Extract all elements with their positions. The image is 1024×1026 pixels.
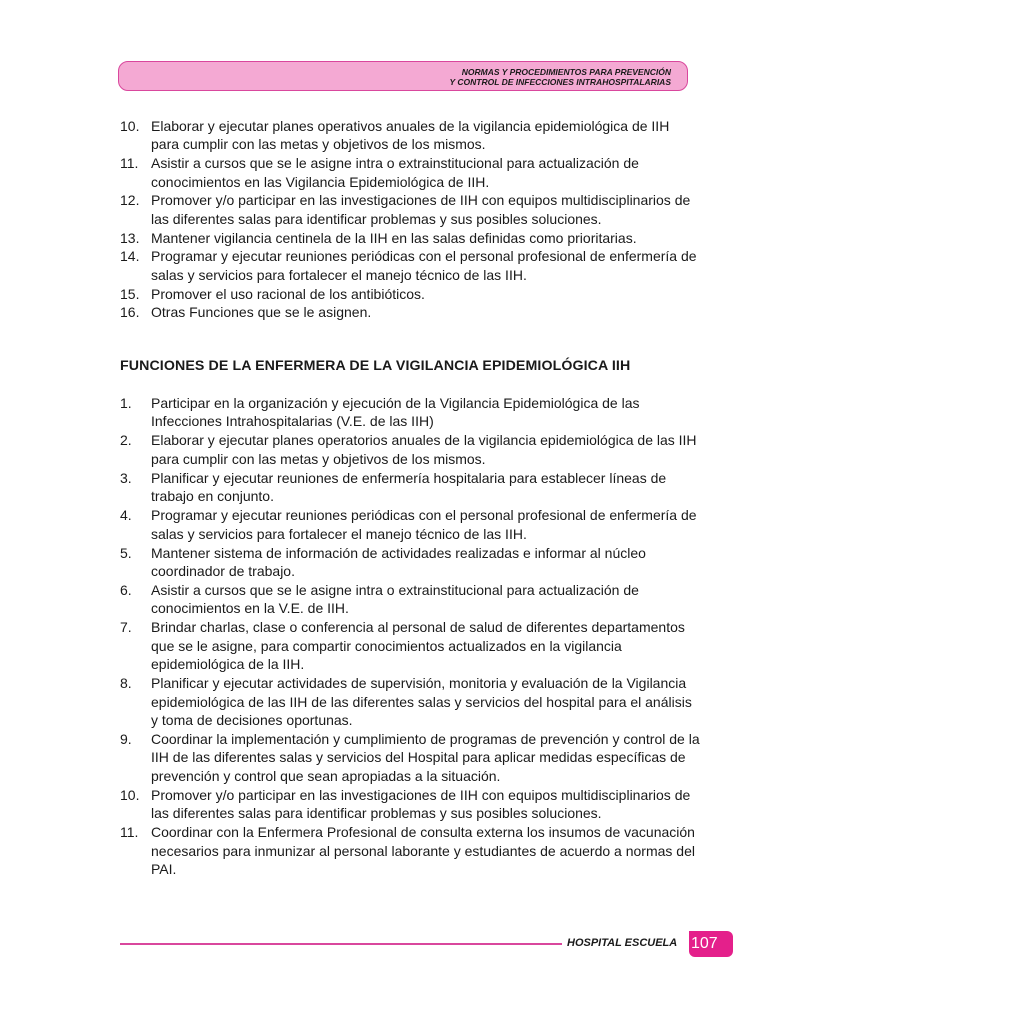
list-item-text: Planificar y ejecutar actividades de supervisión, monitoria y evaluación de la Vigilancia epidemiológica de las IIH de las diferentes salas y servicios del hospital para el análisis y toma de decisiones oportunas. [151,675,692,729]
list-item [120,823,700,878]
list-item [120,469,700,506]
list-item-number: 10. [120,786,140,803]
list-item-text: Asistir a cursos que se le asigne intra o extrainstitucional para actualización de conocimientos en la V.E. de IIH. [151,582,639,617]
list-item-text: Coordinar con la Enfermera Profesional de consulta externa los insumos de vacunación necesarios para inmunizar al personal laborante y estudiantes de acuerdo a normas del PAI. [151,824,695,878]
list-item-number: 11. [120,155,139,172]
list-item-number: 2. [120,432,132,449]
list-item [120,581,700,618]
nurse-functions-list [120,394,700,879]
list-item-number: 1. [120,395,132,411]
list-item-number: 5. [120,544,132,561]
list-item-text: Coordinar la implementación y cumplimiento de programas de prevención y control de la IIH de las diferentes salas y servicios del Hospital para aplicar medidas específicas de prevención y control que sean apropiadas a la situación. [151,731,700,784]
running-header-text [450,67,672,87]
header-line-1: NORMAS Y PROCEDIMIENTOS PARA PREVENCIÓN [461,67,671,77]
list-item [120,247,700,284]
list-item-text: Programar y ejecutar reuniones periódicas con el personal profesional de enfermería de salas y servicios para fortalecer el manejo técnico de las IIH. [151,507,697,542]
list-item-text: Asistir a cursos que se le asigne intra o extrainstitucional para actualización de conocimientos en las Vigilancia Epidemiológica de IIH. [151,155,639,190]
list-item [120,544,700,581]
list-item-number: 3. [120,469,132,486]
list-item [120,674,700,729]
list-item [120,786,700,823]
running-header [118,61,688,91]
list-item [120,285,700,303]
list-item-number: 6. [120,582,132,599]
list-item-text: Programar y ejecutar reuniones periódicas con el personal profesional de enfermería de salas y servicios para fortalecer el manejo técnico de las IIH. [151,248,697,283]
footer-rule [120,943,562,945]
list-item-number: 16. [120,304,140,321]
list-item [120,618,700,673]
list-item-text: Planificar y ejecutar reuniones de enfermería hospitalaria para establecer líneas de trabajo en conjunto. [151,469,667,505]
list-item-number: 4. [120,507,132,524]
list-item-number: 8. [120,675,132,692]
list-item-text: Promover el uso racional de los antibióticos. [151,285,425,302]
responsibilities-list-continued [120,117,700,322]
list-item [120,154,700,191]
list-item [120,431,700,468]
list-item-number: 14. [120,248,140,265]
list-item [120,117,700,154]
list-item [120,730,700,785]
header-line-2: Y CONTROL DE INFECCIONES INTRAHOSPITALARIAS [449,77,671,87]
list-item-text: Mantener vigilancia centinela de la IIH en las salas definidas como prioritarias. [151,229,637,246]
footer-label: HOSPITAL ESCUELA [567,937,678,949]
list-item-number: 12. [120,192,140,209]
section-title: FUNCIONES DE LA ENFERMERA DE LA VIGILANCIA EPIDEMIOLÓGICA IIH [120,358,631,374]
list-item-number: 15. [120,285,140,302]
list-item-number: 9. [120,731,132,748]
list-item [120,191,700,228]
list-item-text: Elaborar y ejecutar planes operatorios anuales de la vigilancia epidemiológica de las IIH para cumplir con las metas y objetivos de los mismos. [151,432,697,467]
list-item-text: Elaborar y ejecutar planes operativos anuales de la vigilancia epidemiológica de IIH para cumplir con las metas y objetivos de los mismos. [151,118,670,153]
list-item [120,394,700,431]
list-item [120,506,700,543]
list-item [120,303,700,321]
list-item-text: Brindar charlas, clase o conferencia al personal de salud de diferentes departamentos que se le asigne, para compartir conocimientos actualizados en la vigilancia epidemiológica de la IIH. [151,619,685,673]
list-item-number: 10. [120,118,140,134]
list-item-text: Participar en la organización y ejecución de la Vigilancia Epidemiológica de las Infecciones Intrahospitalarias (V.E. de las IIH) [151,395,640,430]
page-number: 107 [689,931,733,957]
list-item-text: Promover y/o participar en las investigaciones de IIH con equipos multidisciplinarios de las diferentes salas para identificar problemas y sus posibles soluciones. [151,192,691,227]
list-item-text: Mantener sistema de información de actividades realizadas e informar al núcleo coordinador de trabajo. [151,544,646,580]
list-item-number: 11. [120,824,139,841]
list-item [120,229,700,247]
list-item-text: Promover y/o participar en las investigaciones de IIH con equipos multidisciplinarios de las diferentes salas para identificar problemas y sus posibles soluciones. [151,786,691,822]
list-item-number: 13. [120,229,140,246]
list-item-number: 7. [120,619,132,636]
list-item-text: Otras Funciones que se le asignen. [151,304,372,321]
